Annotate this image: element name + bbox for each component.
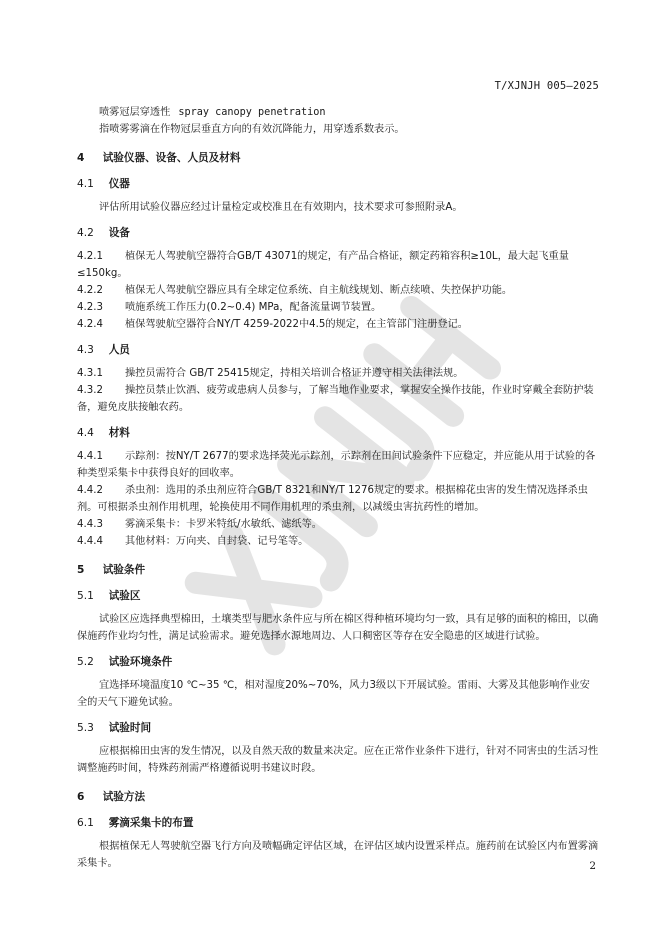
- subsection-title: 仪器: [108, 178, 130, 190]
- subsection-4-2-heading: [77, 225, 599, 242]
- section-5-heading: [77, 562, 599, 579]
- clause-text: 其他材料：万向夹、自封袋、记号笔等。: [125, 536, 309, 547]
- subsection-title: 试验环境条件: [108, 656, 173, 668]
- clause-number: 4.2.1: [77, 251, 103, 262]
- clause-text: 喷施系统工作压力(0.2~0.4) MPa，配备流量调节装置。: [125, 302, 382, 313]
- subsection-number: 6.1: [77, 817, 94, 829]
- clause-text: 植保无人驾驶航空器符合GB/T 43071的规定，有产品合格证，额定药箱容积≥10L，最大起飞重量≤150kg。: [77, 251, 569, 279]
- subsection-number: 4.2: [77, 227, 94, 239]
- clause-item: [77, 448, 599, 482]
- clause-text: 雾滴采集卡：卡罗米特纸/水敏纸、滤纸等。: [125, 519, 322, 530]
- clause-number: 4.3.1: [77, 368, 103, 379]
- clause-number: 4.4.4: [77, 536, 103, 547]
- subsection-number: 4.1: [77, 178, 94, 190]
- subsection-5-1-heading: [77, 588, 599, 605]
- section-title: 试验仪器、设备、人员及材料: [102, 152, 241, 164]
- clause-item: [77, 282, 599, 299]
- clause-item: [77, 299, 599, 316]
- clause-text: 操控员需符合 GB/T 25415规定，持相关培训合格证并遵守相关法律法规。: [125, 368, 464, 379]
- clause-number: 4.4.2: [77, 485, 103, 496]
- subsection-6-1-heading: [77, 815, 599, 832]
- clause-text: 杀虫剂：选用的杀虫剂应符合GB/T 8321和NY/T 1276规定的要求。根据棉花虫害的发生情况选择杀虫剂。可根据杀虫剂作用机理，轮换使用不同作用机理的杀虫剂，以减缓虫害抗药性的增加。: [77, 485, 588, 513]
- section-title: 试验方法: [102, 791, 146, 803]
- clause-number: 4.2.2: [77, 285, 103, 296]
- clause-item: [77, 316, 599, 333]
- subsection-number: 4.4: [77, 427, 94, 439]
- subsection-5-3-heading: [77, 720, 599, 737]
- section-number: 4: [77, 152, 85, 164]
- clause-number: 4.4.1: [77, 451, 103, 462]
- clause-text: 示踪剂：按NY/T 2677的要求选择荧光示踪剂，示踪剂在田间试验条件下应稳定，并应能从用于试验的各种类型采集卡中获得良好的回收率。: [77, 451, 596, 479]
- subsection-5-2-heading: [77, 654, 599, 671]
- clause-number: 4.2.4: [77, 319, 103, 330]
- page-number: 2: [589, 860, 596, 872]
- term-english: spray canopy penetration: [178, 107, 326, 118]
- clause-item: [77, 516, 599, 533]
- paragraph: 应根据棉田虫害的发生情况，以及自然天敌的数量来决定。应在正常作业条件下进行，针对不同害虫的生活习性调整施药时间，特殊药剂需严格遵循说明书建议时段。: [77, 746, 599, 774]
- clause-number: 4.4.3: [77, 519, 103, 530]
- subsection-number: 5.3: [77, 722, 94, 734]
- clause-item: [77, 248, 599, 282]
- paragraph: 宜选择环境温度10 ℃~35 ℃，相对湿度20%~70%，风力3级以下开展试验。雷雨、大雾及其他影响作业安全的天气下避免试验。: [77, 680, 590, 708]
- clause-text: 植保无人驾驶航空器应具有全球定位系统、自主航线规划、断点续喷、失控保护功能。: [125, 285, 513, 296]
- clause-number: 4.2.3: [77, 302, 103, 313]
- term-heading: [99, 104, 599, 121]
- term-chinese: 喷雾冠层穿透性: [99, 107, 171, 118]
- subsection-title: 试验区: [108, 590, 141, 602]
- standard-code: T/XJNJH 005—2025: [494, 80, 599, 92]
- subsection-title: 人员: [108, 344, 130, 356]
- paragraph: 根据植保无人驾驶航空器飞行方向及喷幅确定评估区域，在评估区域内设置采样点。施药前在试验区内布置雾滴采集卡。: [77, 841, 599, 869]
- clause-item: [77, 533, 599, 550]
- subsection-4-3-heading: [77, 342, 599, 359]
- subsection-title: 雾滴采集卡的布置: [108, 817, 194, 829]
- paragraph: 试验区应选择典型棉田，土壤类型与肥水条件应与所在棉区得种植环境均匀一致，具有足够的面积的棉田，以确保施药作业均匀性，满足试验需求。避免选择水源地周边、人口稠密区等存在安全隐患的区域进行试验。: [77, 614, 599, 642]
- section-number: 6: [77, 791, 85, 803]
- subsection-number: 4.3: [77, 344, 94, 356]
- clause-item: [77, 365, 599, 382]
- document-body: [77, 104, 599, 872]
- clause-text: 植保驾驶航空器符合NY/T 4259-2022中4.5的规定，在主管部门注册登记。: [125, 319, 468, 330]
- clause-item: [77, 382, 599, 416]
- subsection-number: 5.2: [77, 656, 94, 668]
- section-number: 5: [77, 564, 85, 576]
- section-6-heading: [77, 789, 599, 806]
- subsection-title: 材料: [108, 427, 130, 439]
- section-title: 试验条件: [102, 564, 146, 576]
- subsection-4-1-heading: [77, 176, 599, 193]
- paragraph: 评估所用试验仪器应经过计量检定或校准且在有效期内，技术要求可参照附录A。: [99, 202, 463, 213]
- clause-item: [77, 482, 599, 516]
- subsection-4-4-heading: [77, 425, 599, 442]
- term-definition: 指喷雾雾滴在作物冠层垂直方向的有效沉降能力，用穿透系数表示。: [99, 124, 405, 135]
- clause-text: 操控员禁止饮酒、疲劳或患病人员参与，了解当地作业要求，掌握安全操作技能，作业时穿戴全套防护装备，避免皮肤接触农药。: [77, 385, 594, 413]
- subsection-title: 试验时间: [108, 722, 152, 734]
- clause-number: 4.3.2: [77, 385, 103, 396]
- section-4-heading: [77, 150, 599, 167]
- subsection-title: 设备: [108, 227, 130, 239]
- subsection-number: 5.1: [77, 590, 94, 602]
